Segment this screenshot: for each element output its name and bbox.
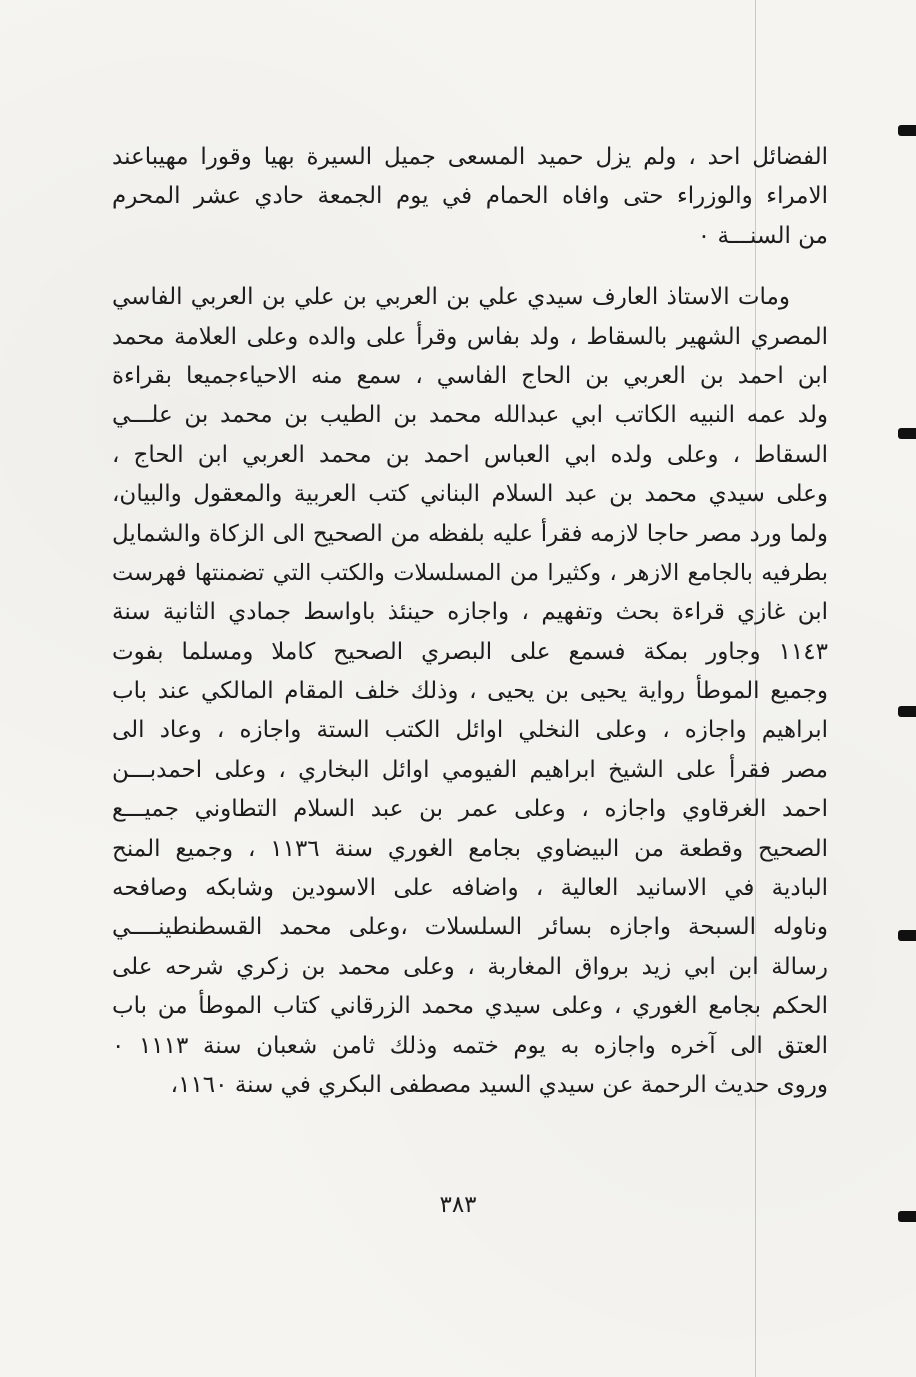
text-line: ابراهيم واجازه ، وعلى النخلي اوائل الكتب الستة واجازه ، وعاد الى [112,717,828,744]
edge-tab-mark [898,125,916,136]
text-line: البادية في الاسانيد العالية ، واضافه على الاسودين وشابكه وصافحه [112,875,828,902]
text-line: المصري الشهير بالسقاط ، ولد بفاس وقرأ على والده وعلى العلامة محمد [112,323,828,350]
text-line: احمد الغرقاوي واجازه ، وعلى عمر بن عبد السلام التطاوني جميـــع [112,796,828,823]
text-line: ابن احمد بن العربي بن الحاج الفاسي ، سمع منه الاحياءجميعا بقراءة [112,362,828,389]
edge-tab-mark [898,428,916,439]
text-line: وجميع الموطأ رواية يحيى بن يحيى ، وذلك خلف المقام المالكي عند باب [112,678,828,705]
text-line: مصر فقرأ على الشيخ ابراهيم الفيومي اوائل البخاري ، وعلى احمدبـــن [112,756,828,783]
text-line: ابن غازي قراءة بحث وتفهيم ، واجازه حينئذ باواسط جمادي الثانية سنة [112,599,828,626]
text-line: الفضائل احد ، ولم يزل حميد المسعى جميل السيرة بهيا وقورا مهيباعند [112,144,828,170]
page-number: ٣٨٣ [439,1192,477,1218]
text-line: ولد عمه النبيه الكاتب ابي عبدالله محمد بن الطيب بن محمد بن علـــي [112,402,828,429]
edge-tab-mark [898,706,916,717]
text-line: ١١٤٣ وجاور بمكة فسمع على البصري الصحيح كاملا ومسلما بفوت [112,638,828,665]
text-line: ومات الاستاذ العارف سيدي علي بن العربي بن علي بن العربي الفاسي [112,284,790,311]
text-line: وعلى سيدي محمد بن عبد السلام البناني كتب العربية والمعقول والبيان، [112,481,828,508]
text-line: الحكم بجامع الغوري ، وعلى سيدي محمد الزرقاني كتاب الموطأ من باب [112,993,828,1020]
text-line: وروى حديث الرحمة عن سيدي السيد مصطفى البكري في سنة ١١٦٠، [170,1071,828,1098]
text-line: ولما ورد مصر حاجا لازمه فقرأ عليه بلفظه من الصحيح الى الزكاة والشمايل [112,520,828,547]
text-line: بطرفيه بالجامع الازهر ، وكثيرا من المسلسلات والكتب التي تضمنتها فهرست [112,559,828,586]
edge-tab-mark [898,930,916,941]
body-text [112,138,828,1105]
text-line: رسالة ابن ابي زيد برواق المغاربة ، وعلى محمد بن زكري شرحه على [112,953,828,980]
paragraph-1 [112,138,828,256]
text-line: السقاط ، وعلى ولده ابي العباس احمد بن محمد العربي ابن الحاج ، [112,441,828,468]
text-line: من السنـــة ٠ [697,222,828,249]
text-line: الصحيح وقطعة من البيضاوي بجامع الغوري سنة ١١٣٦ ، وجميع المنح [112,835,828,862]
paragraph-2 [112,278,828,1105]
text-line: وناوله السبحة واجازه بسائر السلسلات ،وعلى محمد القسطنطينــــي [112,914,828,941]
text-line: العتق الى آخره واجازه به يوم ختمه وذلك ثامن شعبان سنة ١١١٣ ٠ [112,1032,828,1059]
text-line: الامراء والوزراء حتى وافاه الحمام في يوم الجمعة حادي عشر المحرم [112,183,828,210]
